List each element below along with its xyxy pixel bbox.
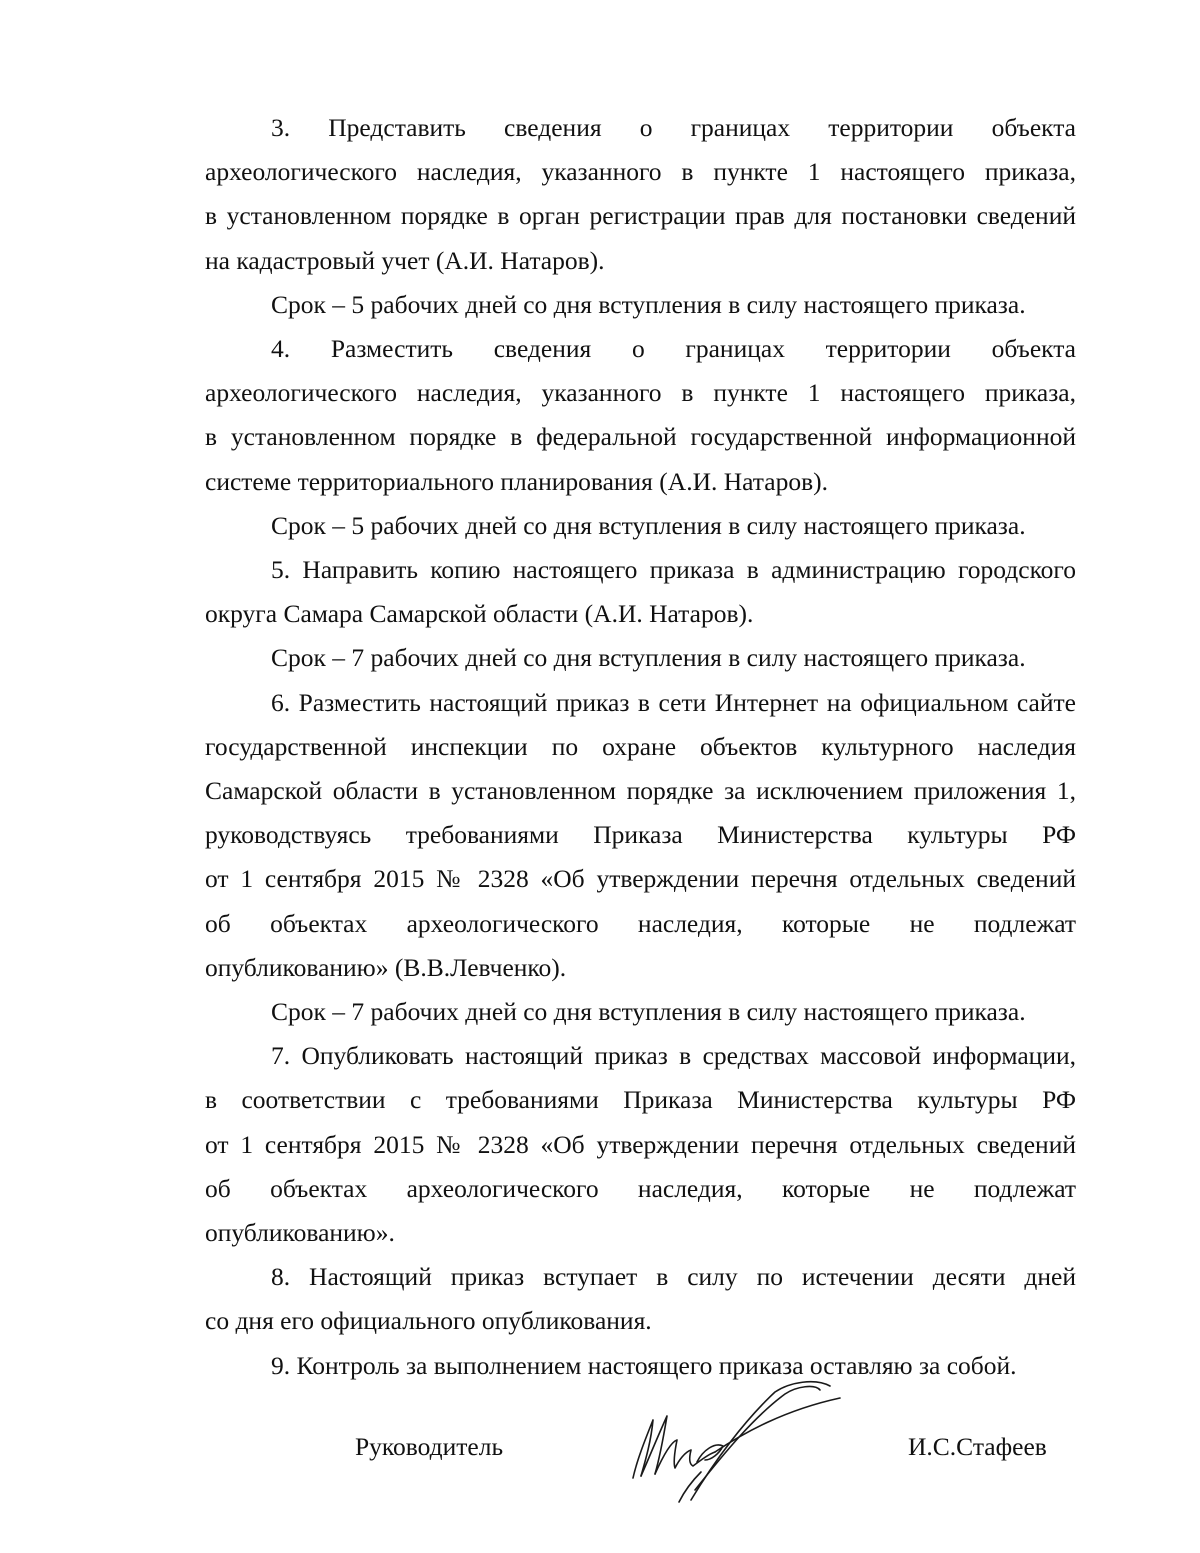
- text-line: в соответствии с требованиями Приказа Министерства культуры РФ: [205, 1085, 1076, 1115]
- text-line: об объектах археологического наследия, которые не подлежат: [205, 1173, 1076, 1203]
- text-line: 5. Направить копию настоящего приказа в администрацию городского: [271, 555, 1076, 584]
- text-line: 7. Опубликовать настоящий приказ в средствах массовой информации,: [271, 1041, 1076, 1071]
- text-line: археологического наследия, указанного в пункте 1 настоящего приказа,: [205, 378, 1076, 408]
- text-line: государственной инспекции по охране объектов культурного наследия: [205, 731, 1076, 761]
- text-line: 8. Настоящий приказ вступает в силу по истечении десяти дней: [271, 1262, 1076, 1292]
- text-line: Срок – 7 рабочих дней со дня вступления в силу настоящего приказа.: [271, 643, 1026, 673]
- text-line: со дня его официального опубликования.: [205, 1306, 652, 1336]
- text-line: Срок – 5 рабочих дней со дня вступления в силу настоящего приказа.: [271, 289, 1026, 319]
- signer-name: И.С.Стафеев: [908, 1432, 1047, 1461]
- text-line: опубликованию».: [205, 1218, 395, 1247]
- text-line: в установленном порядке в орган регистрации прав для постановки сведений: [205, 201, 1076, 231]
- text-line: Срок – 5 рабочих дней со дня вступления в силу настоящего приказа.: [271, 510, 1026, 540]
- text-line: от 1 сентября 2015 № 2328 «Об утверждении перечня отдельных сведений: [205, 1129, 1076, 1159]
- text-line: руководствуясь требованиями Приказа Министерства культуры РФ: [205, 820, 1076, 850]
- text-line: 9. Контроль за выполнением настоящего приказа оставляю за собой.: [271, 1350, 1017, 1380]
- signature-position-label: Руководитель: [355, 1432, 504, 1461]
- text-line: археологического наследия, указанного в пункте 1 настоящего приказа,: [205, 157, 1076, 187]
- text-line: Срок – 7 рабочих дней со дня вступления в силу настоящего приказа.: [271, 997, 1026, 1026]
- text-line: системе территориального планирования (А.И. Натаров).: [205, 466, 828, 496]
- text-line: об объектах археологического наследия, которые не подлежат: [205, 908, 1076, 938]
- text-line: 4. Разместить сведения о границах территории объекта: [271, 334, 1076, 363]
- text-line: опубликованию» (В.В.Левченко).: [205, 952, 567, 982]
- text-line: на кадастровый учет (А.И. Натаров).: [205, 245, 605, 275]
- text-line: в установленном порядке в федеральной государственной информационной: [205, 422, 1076, 452]
- handwritten-signature: [615, 1380, 855, 1505]
- text-line: Самарской области в установленном порядке за исключением приложения 1,: [205, 776, 1076, 805]
- text-line: округа Самара Самарской области (А.И. Натаров).: [205, 599, 754, 629]
- text-line: от 1 сентября 2015 № 2328 «Об утверждении перечня отдельных сведений: [205, 864, 1076, 894]
- text-line: 3. Представить сведения о границах территории объекта: [271, 113, 1076, 142]
- text-line: 6. Разместить настоящий приказ в сети Интернет на официальном сайте: [271, 687, 1076, 717]
